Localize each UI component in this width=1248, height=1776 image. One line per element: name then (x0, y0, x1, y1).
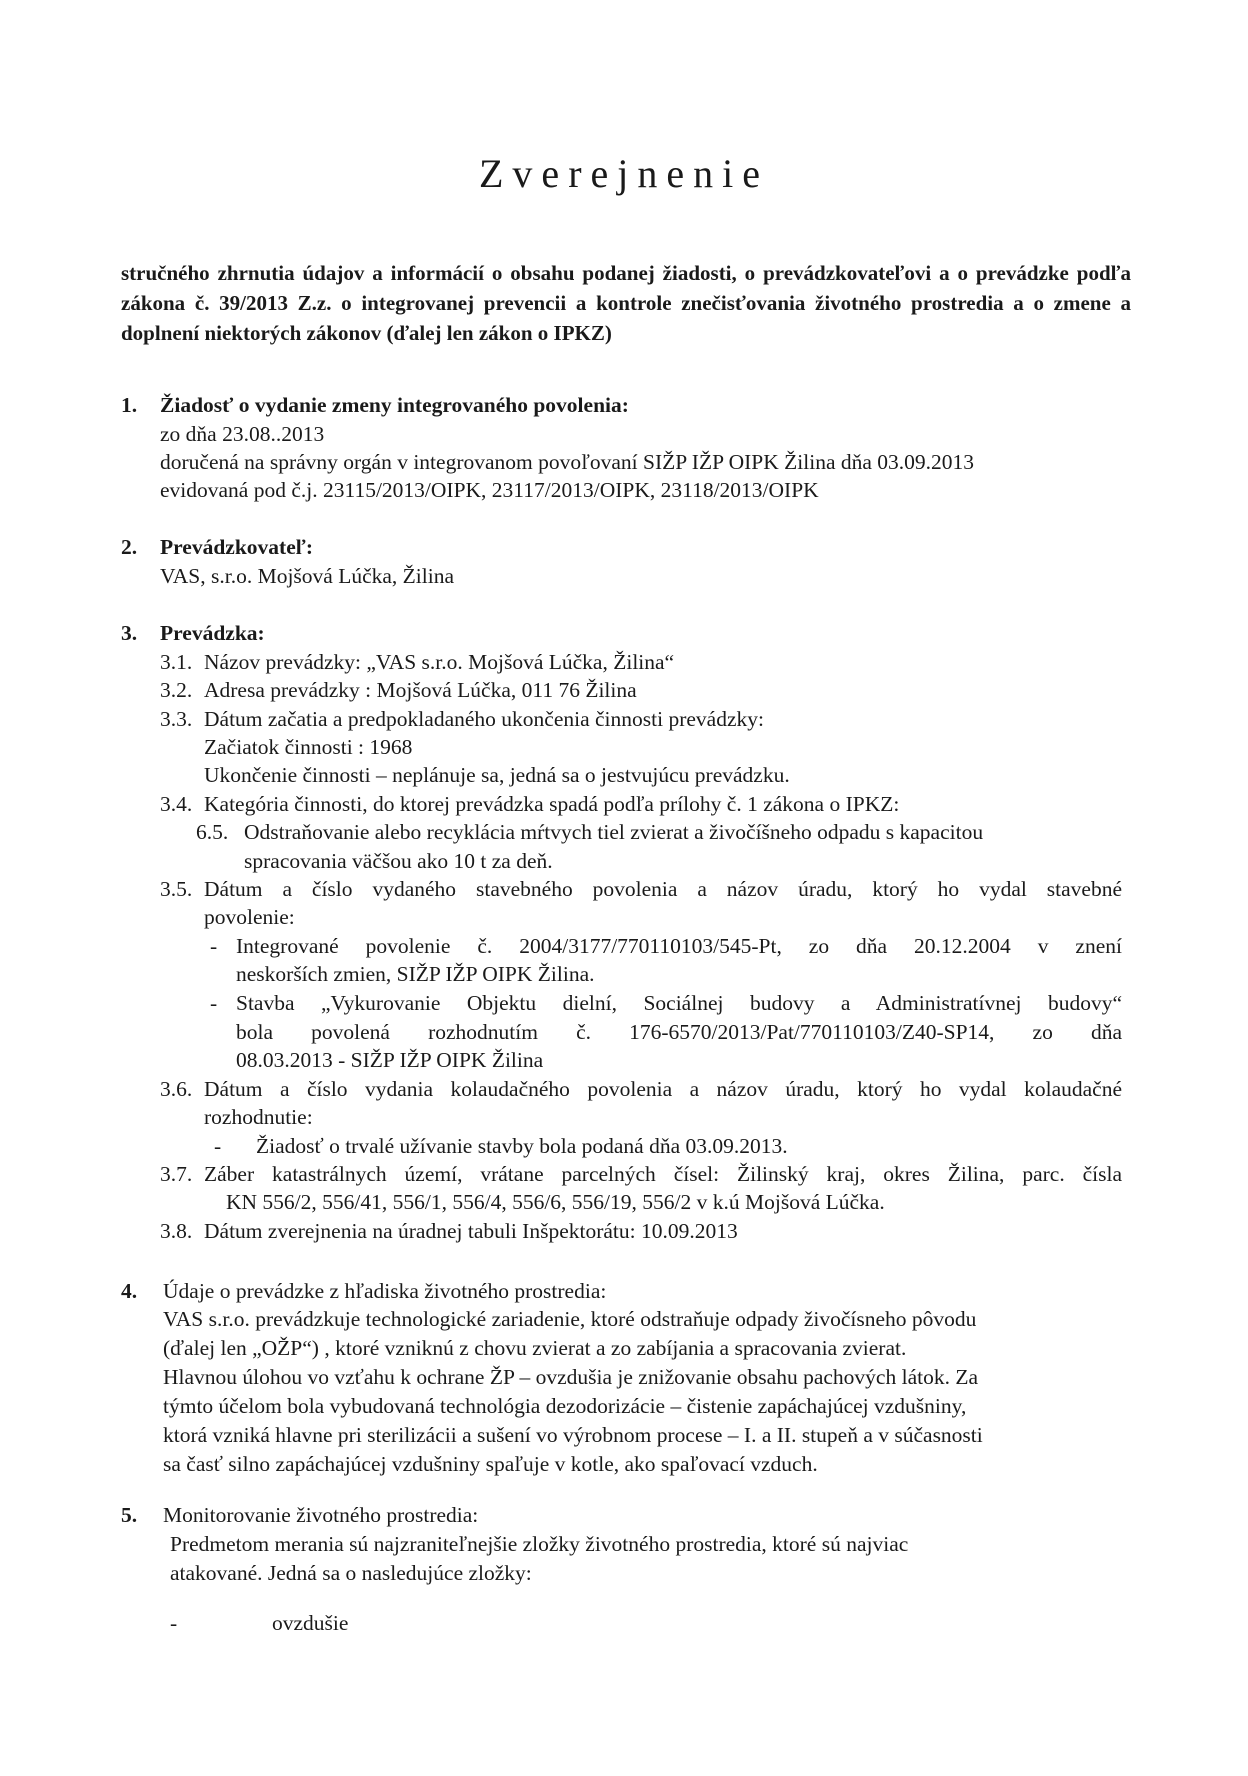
item-3-6-text: rozhodnutie: (204, 1105, 313, 1129)
category-text: Odstraňovanie alebo recyklácia mŕtvych tiel zvierat a živočíšneho odpadu s kapacitou (244, 820, 984, 844)
item-3-1-number: 3.1. (160, 650, 193, 674)
document-title: Zverejnenie (479, 151, 769, 196)
section-1-number: 1. (121, 393, 138, 417)
section-1-line: zo dňa 23.08..2013 (160, 422, 325, 446)
activity-end: Ukončenie činnosti – neplánuje sa, jedná sa o jestvujúcu prevádzku. (204, 763, 790, 787)
item-3-8-text: Dátum zverejnenia na úradnej tabuli Inšpektorátu: 10.09.2013 (204, 1219, 738, 1243)
category-text: spracovania väčšou ako 10 t za deň. (244, 849, 553, 873)
permit-line: Integrované povolenie č. 2004/3177/770110103/545-Pt, zo dňa 20.12.2004 v znení (236, 934, 1122, 958)
intro-summary: stručného zhrnutia údajov a informácií o obsahu podanej žiadosti, o prevádzkovateľovi a o prevádzke podľa zákona č. 39/2013 Z.z. o integrovanej prevencii a kontrole znečisťovania životného prostredia a o zmene a doplnení niektorých zákonov (ďalej len zákon o IPKZ) (121, 261, 1131, 345)
body-line: (ďalej len „OŽP“) , ktoré vzniknú z chovu zvierat a zo zabíjania a spracovania zvierat. (163, 1336, 907, 1360)
item-3-5-text: Dátum a číslo vydaného stavebného povolenia a názov úradu, ktorý ho vydal stavebné (204, 877, 1122, 901)
monitored-component: ovzdušie (272, 1611, 349, 1635)
section-4-number: 4. (121, 1279, 138, 1303)
item-3-7-text: Záber katastrálnych území, vrátane parcelných čísel: Žilinský kraj, okres Žilina, parc. čísla (204, 1162, 1122, 1186)
section-5-heading: Monitorovanie životného prostredia: (163, 1503, 479, 1527)
section-3-number: 3. (121, 621, 138, 645)
section-2-heading: Prevádzkovateľ: (160, 535, 313, 559)
activity-start: Začiatok činnosti : 1968 (204, 735, 413, 759)
item-3-4-number: 3.4. (160, 792, 193, 816)
section-3-heading: Prevádzka: (160, 621, 265, 645)
building-permit-line: 08.03.2013 - SIŽP IŽP OIPK Žilina (236, 1048, 544, 1072)
operator-name: VAS, s.r.o. Mojšová Lúčka, Žilina (160, 564, 455, 588)
section-1-line: evidovaná pod č.j. 23115/2013/OIPK, 23117/2013/OIPK, 23118/2013/OIPK (160, 478, 819, 502)
list-dash: - (214, 1134, 222, 1158)
body-line: Hlavnou úlohou vo vzťahu k ochrane ŽP – ovzdušia je znižovanie obsahu pachových látok. Za (163, 1365, 979, 1389)
item-3-6-text: Dátum a číslo vydania kolaudačného povolenia a názov úradu, ktorý ho vydal kolaudačné (204, 1077, 1122, 1101)
occupancy-request: Žiadosť o trvalé užívanie stavby bola podaná dňa 03.09.2013. (256, 1134, 788, 1158)
building-permit-line: Stavba „Vykurovanie Objektu dielní, Sociálnej budovy a Administratívnej budovy“ (236, 991, 1122, 1015)
section-5-line: Predmetom merania sú najzraniteľnejšie zložky životného prostredia, ktoré sú najviac (170, 1532, 909, 1556)
item-3-2-number: 3.2. (160, 678, 193, 702)
item-3-1-text: Názov prevádzky: „VAS s.r.o. Mojšová Lúčka, Žilina“ (204, 650, 675, 674)
section-4-heading: Údaje o prevádzke z hľadiska životného prostredia: (163, 1279, 607, 1303)
section-2-number: 2. (121, 535, 138, 559)
item-3-7-number: 3.7. (160, 1162, 193, 1186)
list-dash: - (210, 991, 218, 1015)
item-3-4-text: Kategória činnosti, do ktorej prevádzka spadá podľa prílohy č. 1 zákona o IPKZ: (204, 792, 900, 816)
body-line: ktorá vzniká hlavne pri sterilizácii a sušení vo výrobnom procese – I. a II. stupeň a v súčasnosti (163, 1423, 983, 1447)
item-3-3-number: 3.3. (160, 707, 193, 731)
section-1-line: doručená na správny orgán v integrovanom povoľovaní SIŽP IŽP OIPK Žilina dňa 03.09.2013 (160, 450, 975, 474)
section-5-line: atakované. Jedná sa o nasledujúce zložky: (170, 1561, 532, 1585)
body-line: VAS s.r.o. prevádzkuje technologické zariadenie, ktoré odstraňuje odpady živočísneho pôvodu (163, 1307, 977, 1331)
item-3-3-text: Dátum začatia a predpokladaného ukončenia činnosti prevádzky: (204, 707, 764, 731)
item-3-8-number: 3.8. (160, 1219, 193, 1243)
item-3-7-parcels: KN 556/2, 556/41, 556/1, 556/4, 556/6, 556/19, 556/2 v k.ú Mojšová Lúčka. (226, 1190, 885, 1214)
body-line: sa časť silno zapáchajúcej vzdušniny spaľuje v kotle, ako spaľovací vzduch. (163, 1452, 818, 1476)
list-dash: - (170, 1611, 178, 1635)
section-5-number: 5. (121, 1503, 138, 1527)
body-line: týmto účelom bola vybudovaná technológia dezodorizácie – čistenie zapáchajúcej vzdušniny, (163, 1394, 967, 1418)
item-3-6-number: 3.6. (160, 1077, 193, 1101)
item-3-5-text: povolenie: (204, 905, 295, 929)
section-1-heading: Žiadosť o vydanie zmeny integrovaného povolenia: (160, 393, 629, 417)
category-number: 6.5. (196, 820, 229, 844)
list-dash: - (210, 934, 218, 958)
item-3-2-text: Adresa prevádzky : Mojšová Lúčka, 011 76 Žilina (204, 678, 637, 702)
section-4-body (163, 1305, 983, 1479)
permit-line: neskorších zmien, SIŽP IŽP OIPK Žilina. (236, 962, 595, 986)
building-permit-line: bola povolená rozhodnutím č. 176-6570/2013/Pat/770110103/Z40-SP14, zo dňa (236, 1020, 1122, 1044)
item-3-5-number: 3.5. (160, 877, 193, 901)
